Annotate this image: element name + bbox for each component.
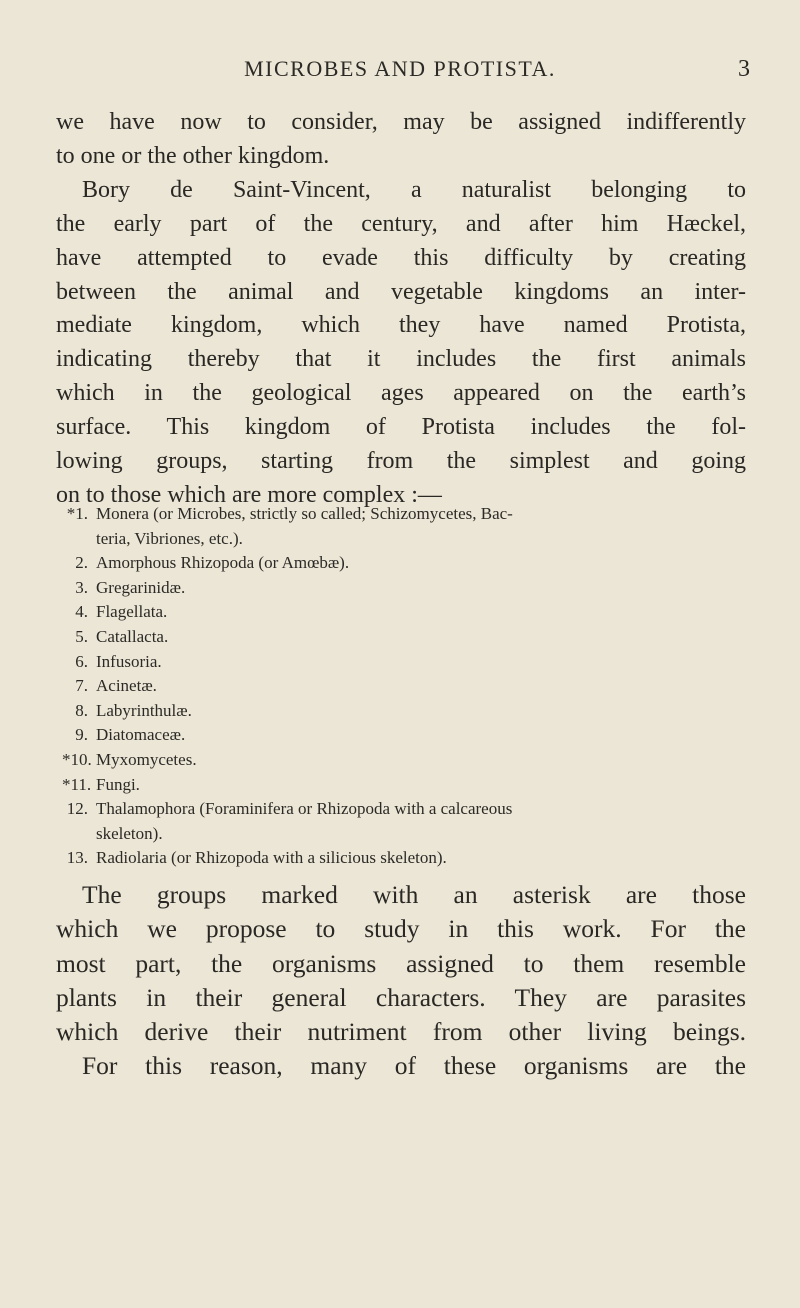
paragraph-line: to one or the other kingdom. (56, 142, 330, 169)
list-item (62, 773, 752, 798)
list-item (62, 797, 752, 822)
list-text: Infusoria. (96, 651, 162, 671)
list-number: 3. (75, 577, 88, 597)
list-item (62, 650, 752, 675)
closing-paragraph (56, 878, 746, 1084)
list-item (62, 674, 752, 699)
list-number: 5. (75, 626, 88, 646)
list-item (62, 625, 752, 650)
paragraph-line: which we propose to study in this work. For the (56, 914, 746, 944)
list-number: 8. (75, 700, 88, 720)
paragraph-line: indicating thereby that it includes the first animals (56, 346, 746, 373)
paragraph-line: we have now to consider, may be assigned indifferently (56, 109, 746, 135)
paragraph-line: surface. This kingdom of Protista includes the fol- (56, 414, 746, 441)
running-title: MICROBES AND PROTISTA. (244, 56, 556, 81)
paragraph-line: mediate kingdom, which they have named Protista, (56, 312, 746, 339)
list-text: Radiolaria (or Rhizopoda with a silicious skeleton). (96, 848, 447, 868)
paragraph-line: lowing groups, starting from the simplest and going (56, 448, 746, 475)
list-item (62, 699, 752, 724)
list-item (62, 502, 752, 527)
paragraph-line: between the animal and vegetable kingdoms an inter- (56, 278, 746, 305)
list-number: 13. (66, 848, 88, 868)
list-text: Monera (or Microbes, strictly so called; Schizomycetes, Bac- (96, 504, 513, 523)
list-item (62, 846, 752, 871)
list-text: Acinetæ. (96, 676, 157, 696)
list-item-continuation: skeleton). (96, 823, 163, 843)
list-text: Labyrinthulæ. (96, 700, 192, 720)
list-item (62, 600, 752, 625)
list-text: Diatomaceæ. (96, 725, 186, 745)
paragraph-line: which derive their nutriment from other living beings. (56, 1017, 746, 1047)
list-number: 12. (66, 799, 88, 819)
paragraph-line: have attempted to evade this difficulty by creating (56, 244, 746, 271)
paragraph-line: which in the geological ages appeared on the earth’s (56, 380, 746, 407)
paragraph-line: on to those which are more complex :— (56, 481, 442, 508)
list-item (62, 748, 752, 773)
list-text: Myxomycetes. (96, 749, 197, 769)
list-text: Catallacta. (96, 626, 169, 646)
list-text: Amorphous Rhizopoda (or Amœbæ). (96, 553, 350, 573)
list-number: *11. (62, 774, 92, 794)
list-number: 6. (75, 651, 88, 671)
list-number: 9. (75, 725, 88, 745)
list-number: 4. (75, 602, 88, 622)
list-number: *10. (62, 749, 92, 769)
page-number: 3 (738, 56, 750, 82)
protista-group-list (62, 502, 752, 871)
paragraph-line: The groups marked with an asterisk are those (82, 880, 746, 909)
paragraph-line: plants in their general characters. They are parasites (56, 982, 746, 1012)
list-text: Gregarinidæ. (96, 577, 186, 597)
list-text: Flagellata. (96, 602, 168, 622)
paragraph-line: the early part of the century, and after him Hæckel, (56, 210, 746, 237)
list-text: Fungi. (96, 774, 140, 794)
list-item (62, 576, 752, 601)
list-item (62, 551, 752, 576)
running-head (0, 54, 800, 84)
paragraph-line: Bory de Saint-Vincent, a naturalist belonging to (82, 176, 746, 203)
list-number: 7. (75, 676, 88, 696)
paragraph-line: most part, the organisms assigned to them resemble (56, 948, 746, 978)
list-item (62, 723, 752, 748)
opening-paragraphs (56, 106, 746, 513)
list-item-continuation: teria, Vibriones, etc.). (96, 528, 243, 548)
list-number: *1. (66, 504, 88, 523)
paragraph-line: For this reason, many of these organisms are the (82, 1051, 746, 1081)
list-number: 2. (75, 553, 88, 573)
list-text: Thalamophora (Foraminifera or Rhizopoda with a calcareous (96, 799, 513, 819)
